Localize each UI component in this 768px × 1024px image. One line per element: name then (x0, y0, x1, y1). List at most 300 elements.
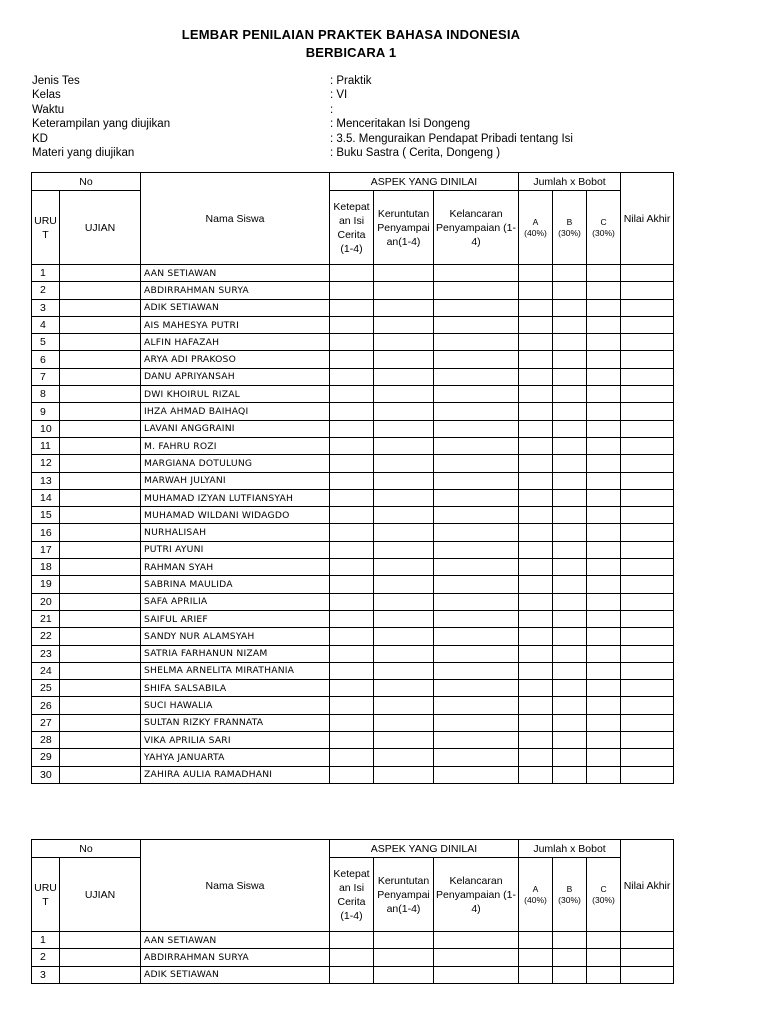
score-keruntutan-cell[interactable] (374, 966, 434, 983)
col-header-b (553, 191, 587, 265)
student-name: RAHMAN SYAH (141, 559, 330, 576)
final-score-cell[interactable] (621, 524, 674, 541)
ujian-cell[interactable] (60, 282, 141, 299)
ujian-cell[interactable] (60, 368, 141, 385)
final-score-cell[interactable] (621, 403, 674, 420)
score-ketepatan-cell[interactable] (330, 949, 374, 966)
weighted-b-cell[interactable] (553, 472, 587, 489)
final-score-cell[interactable] (621, 610, 674, 627)
col-header-no: No (32, 173, 141, 191)
weighted-b-cell[interactable] (553, 610, 587, 627)
score-keruntutan-cell[interactable] (374, 610, 434, 627)
score-ketepatan-cell[interactable] (330, 766, 374, 783)
score-kelancaran-cell[interactable] (434, 766, 519, 783)
weighted-b-cell[interactable] (553, 662, 587, 679)
score-kelancaran-cell[interactable] (434, 472, 519, 489)
ujian-cell[interactable] (60, 576, 141, 593)
weighted-c-cell[interactable] (587, 403, 621, 420)
score-keruntutan-cell[interactable] (374, 403, 434, 420)
score-ketepatan-cell[interactable] (330, 368, 374, 385)
row-number: 21 (32, 610, 60, 627)
weighted-a-cell[interactable] (519, 610, 553, 627)
final-score-cell[interactable] (621, 282, 674, 299)
weighted-a-cell[interactable] (519, 628, 553, 645)
weighted-a-cell[interactable] (519, 472, 553, 489)
score-kelancaran-cell[interactable] (434, 368, 519, 385)
student-name: MUHAMAD IZYAN LUTFIANSYAH (141, 489, 330, 506)
score-keruntutan-cell[interactable] (374, 524, 434, 541)
weighted-a-cell[interactable] (519, 282, 553, 299)
score-ketepatan-cell[interactable] (330, 662, 374, 679)
weighted-a-cell[interactable] (519, 697, 553, 714)
weighted-c-cell[interactable] (587, 966, 621, 983)
score-ketepatan-cell[interactable] (330, 559, 374, 576)
weighted-a-cell[interactable] (519, 966, 553, 983)
student-name: MARWAH JULYANI (141, 472, 330, 489)
ujian-cell[interactable] (60, 334, 141, 351)
weighted-b-cell[interactable] (553, 351, 587, 368)
score-kelancaran-cell[interactable] (434, 299, 519, 316)
weighted-a-cell[interactable] (519, 524, 553, 541)
score-kelancaran-cell[interactable] (434, 403, 519, 420)
student-name: AAN SETIAWAN (141, 932, 330, 949)
score-keruntutan-cell[interactable] (374, 368, 434, 385)
score-ketepatan-cell[interactable] (330, 489, 374, 506)
score-kelancaran-cell[interactable] (434, 524, 519, 541)
final-score-cell[interactable] (621, 697, 674, 714)
weighted-b-cell[interactable] (553, 949, 587, 966)
ujian-cell[interactable] (60, 949, 141, 966)
final-score-cell[interactable] (621, 541, 674, 558)
final-score-cell[interactable] (621, 680, 674, 697)
score-ketepatan-cell[interactable] (330, 455, 374, 472)
score-ketepatan-cell[interactable] (330, 966, 374, 983)
weighted-b-cell[interactable] (553, 932, 587, 949)
weighted-a-cell[interactable] (519, 541, 553, 558)
score-ketepatan-cell[interactable] (330, 351, 374, 368)
weighted-b-cell[interactable] (553, 541, 587, 558)
weighted-a-cell[interactable] (519, 593, 553, 610)
student-name: M. FAHRU ROZI (141, 437, 330, 454)
score-kelancaran-cell[interactable] (434, 932, 519, 949)
final-score-cell[interactable] (621, 368, 674, 385)
score-keruntutan-cell[interactable] (374, 541, 434, 558)
weighted-b-cell[interactable] (553, 966, 587, 983)
ujian-cell[interactable] (60, 593, 141, 610)
ujian-cell[interactable] (60, 559, 141, 576)
final-score-cell[interactable] (621, 932, 674, 949)
score-keruntutan-cell[interactable] (374, 299, 434, 316)
final-score-cell[interactable] (621, 576, 674, 593)
weighted-c-cell[interactable] (587, 455, 621, 472)
ujian-cell[interactable] (60, 966, 141, 983)
weighted-c-cell[interactable] (587, 386, 621, 403)
weighted-c-cell[interactable] (587, 265, 621, 282)
score-kelancaran-cell[interactable] (434, 749, 519, 766)
score-kelancaran-cell[interactable] (434, 559, 519, 576)
score-kelancaran-cell[interactable] (434, 610, 519, 627)
row-number: 18 (32, 559, 60, 576)
score-ketepatan-cell[interactable] (330, 541, 374, 558)
row-number: 19 (32, 576, 60, 593)
col-header-jumlah-bobot: Jumlah x Bobot (519, 173, 621, 191)
row-number: 26 (32, 697, 60, 714)
weighted-b-cell[interactable] (553, 593, 587, 610)
final-score-cell[interactable] (621, 732, 674, 749)
weighted-b-cell[interactable] (553, 766, 587, 783)
ujian-cell[interactable] (60, 386, 141, 403)
student-row (32, 403, 674, 420)
final-score-cell[interactable] (621, 949, 674, 966)
score-kelancaran-cell[interactable] (434, 282, 519, 299)
score-ketepatan-cell[interactable] (330, 697, 374, 714)
weighted-a-cell[interactable] (519, 316, 553, 333)
score-ketepatan-cell[interactable] (330, 610, 374, 627)
weighted-c-cell[interactable] (587, 559, 621, 576)
weighted-a-cell[interactable] (519, 455, 553, 472)
score-kelancaran-cell[interactable] (434, 265, 519, 282)
weighted-a-cell[interactable] (519, 351, 553, 368)
ujian-cell[interactable] (60, 265, 141, 282)
score-ketepatan-cell[interactable] (330, 334, 374, 351)
score-keruntutan-cell[interactable] (374, 559, 434, 576)
weighted-c-cell[interactable] (587, 524, 621, 541)
weighted-c-cell[interactable] (587, 472, 621, 489)
weighted-c-cell[interactable] (587, 299, 621, 316)
weighted-a-cell[interactable] (519, 559, 553, 576)
score-keruntutan-cell[interactable] (374, 949, 434, 966)
score-keruntutan-cell[interactable] (374, 714, 434, 731)
score-ketepatan-cell[interactable] (330, 593, 374, 610)
score-kelancaran-cell[interactable] (434, 420, 519, 437)
score-kelancaran-cell[interactable] (434, 386, 519, 403)
weighted-c-cell[interactable] (587, 714, 621, 731)
score-keruntutan-cell[interactable] (374, 697, 434, 714)
score-keruntutan-cell[interactable] (374, 455, 434, 472)
info-value: : (330, 103, 334, 116)
final-score-cell[interactable] (621, 559, 674, 576)
ujian-cell[interactable] (60, 680, 141, 697)
ujian-cell[interactable] (60, 507, 141, 524)
final-score-cell[interactable] (621, 386, 674, 403)
score-kelancaran-cell[interactable] (434, 680, 519, 697)
score-ketepatan-cell[interactable] (330, 265, 374, 282)
score-ketepatan-cell[interactable] (330, 749, 374, 766)
ujian-cell[interactable] (60, 610, 141, 627)
score-kelancaran-cell[interactable] (434, 489, 519, 506)
score-ketepatan-cell[interactable] (330, 420, 374, 437)
score-ketepatan-cell[interactable] (330, 507, 374, 524)
ujian-cell[interactable] (60, 524, 141, 541)
score-kelancaran-cell[interactable] (434, 334, 519, 351)
weighted-a-cell[interactable] (519, 714, 553, 731)
score-kelancaran-cell[interactable] (434, 316, 519, 333)
weighted-a-cell[interactable] (519, 489, 553, 506)
score-ketepatan-cell[interactable] (330, 645, 374, 662)
weighted-c-cell[interactable] (587, 420, 621, 437)
weight-a-label: A (532, 216, 539, 227)
ujian-cell[interactable] (60, 732, 141, 749)
score-ketepatan-cell[interactable] (330, 732, 374, 749)
weighted-c-cell[interactable] (587, 766, 621, 783)
score-keruntutan-cell[interactable] (374, 507, 434, 524)
weighted-a-cell[interactable] (519, 299, 553, 316)
final-score-cell[interactable] (621, 420, 674, 437)
weighted-b-cell[interactable] (553, 437, 587, 454)
score-ketepatan-cell[interactable] (330, 932, 374, 949)
score-keruntutan-cell[interactable] (374, 662, 434, 679)
weighted-a-cell[interactable] (519, 334, 553, 351)
score-ketepatan-cell[interactable] (330, 386, 374, 403)
row-number: 25 (32, 680, 60, 697)
weighted-a-cell[interactable] (519, 732, 553, 749)
weighted-b-cell[interactable] (553, 524, 587, 541)
weighted-a-cell[interactable] (519, 403, 553, 420)
score-ketepatan-cell[interactable] (330, 628, 374, 645)
weighted-b-cell[interactable] (553, 282, 587, 299)
score-keruntutan-cell[interactable] (374, 766, 434, 783)
weighted-c-cell[interactable] (587, 628, 621, 645)
score-ketepatan-cell[interactable] (330, 282, 374, 299)
final-score-cell[interactable] (621, 265, 674, 282)
weighted-a-cell[interactable] (519, 932, 553, 949)
ujian-cell[interactable] (60, 628, 141, 645)
final-score-cell[interactable] (621, 299, 674, 316)
score-kelancaran-cell[interactable] (434, 732, 519, 749)
score-keruntutan-cell[interactable] (374, 265, 434, 282)
score-ketepatan-cell[interactable] (330, 524, 374, 541)
score-kelancaran-cell[interactable] (434, 437, 519, 454)
weight-c-percent: (30%) (592, 894, 615, 905)
score-keruntutan-cell[interactable] (374, 593, 434, 610)
weighted-c-cell[interactable] (587, 334, 621, 351)
ujian-cell[interactable] (60, 749, 141, 766)
weighted-b-cell[interactable] (553, 645, 587, 662)
weighted-a-cell[interactable] (519, 680, 553, 697)
ujian-cell[interactable] (60, 645, 141, 662)
weighted-a-cell[interactable] (519, 662, 553, 679)
ujian-cell[interactable] (60, 299, 141, 316)
score-keruntutan-cell[interactable] (374, 732, 434, 749)
row-number: 6 (32, 351, 60, 368)
student-name: IHZA AHMAD BAIHAQI (141, 403, 330, 420)
weighted-b-cell[interactable] (553, 316, 587, 333)
student-name: LAVANI ANGGRAINI (141, 420, 330, 437)
score-ketepatan-cell[interactable] (330, 437, 374, 454)
ujian-cell[interactable] (60, 489, 141, 506)
ujian-cell[interactable] (60, 437, 141, 454)
weighted-c-cell[interactable] (587, 645, 621, 662)
final-score-cell[interactable] (621, 472, 674, 489)
final-score-cell[interactable] (621, 714, 674, 731)
score-kelancaran-cell[interactable] (434, 949, 519, 966)
weighted-a-cell[interactable] (519, 645, 553, 662)
score-kelancaran-cell[interactable] (434, 628, 519, 645)
student-name: AIS MAHESYA PUTRI (141, 316, 330, 333)
weighted-c-cell[interactable] (587, 351, 621, 368)
score-keruntutan-cell[interactable] (374, 316, 434, 333)
weighted-c-cell[interactable] (587, 507, 621, 524)
ujian-cell[interactable] (60, 662, 141, 679)
score-ketepatan-cell[interactable] (330, 714, 374, 731)
score-keruntutan-cell[interactable] (374, 576, 434, 593)
ujian-cell[interactable] (60, 932, 141, 949)
row-number: 27 (32, 714, 60, 731)
ujian-cell[interactable] (60, 455, 141, 472)
score-keruntutan-cell[interactable] (374, 420, 434, 437)
weighted-c-cell[interactable] (587, 662, 621, 679)
weighted-a-cell[interactable] (519, 368, 553, 385)
weighted-b-cell[interactable] (553, 299, 587, 316)
weighted-b-cell[interactable] (553, 714, 587, 731)
ujian-cell[interactable] (60, 403, 141, 420)
info-row (32, 88, 672, 102)
score-keruntutan-cell[interactable] (374, 437, 434, 454)
score-keruntutan-cell[interactable] (374, 351, 434, 368)
score-kelancaran-cell[interactable] (434, 714, 519, 731)
final-score-cell[interactable] (621, 593, 674, 610)
score-kelancaran-cell[interactable] (434, 645, 519, 662)
weighted-a-cell[interactable] (519, 766, 553, 783)
student-row (32, 932, 674, 949)
score-kelancaran-cell[interactable] (434, 507, 519, 524)
score-kelancaran-cell[interactable] (434, 697, 519, 714)
weighted-b-cell[interactable] (553, 576, 587, 593)
score-keruntutan-cell[interactable] (374, 489, 434, 506)
score-ketepatan-cell[interactable] (330, 576, 374, 593)
weighted-b-cell[interactable] (553, 489, 587, 506)
weighted-c-cell[interactable] (587, 437, 621, 454)
score-keruntutan-cell[interactable] (374, 628, 434, 645)
weighted-b-cell[interactable] (553, 749, 587, 766)
score-keruntutan-cell[interactable] (374, 334, 434, 351)
weighted-c-cell[interactable] (587, 749, 621, 766)
weighted-b-cell[interactable] (553, 732, 587, 749)
score-keruntutan-cell[interactable] (374, 282, 434, 299)
weighted-c-cell[interactable] (587, 697, 621, 714)
col-header-c (587, 191, 621, 265)
weight-c-percent: (30%) (592, 227, 615, 238)
weighted-c-cell[interactable] (587, 316, 621, 333)
ujian-cell[interactable] (60, 541, 141, 558)
weighted-a-cell[interactable] (519, 507, 553, 524)
score-keruntutan-cell[interactable] (374, 472, 434, 489)
final-score-cell[interactable] (621, 645, 674, 662)
score-kelancaran-cell[interactable] (434, 662, 519, 679)
student-row (32, 507, 674, 524)
weighted-b-cell[interactable] (553, 265, 587, 282)
col-header-jumlah-bobot: Jumlah x Bobot (519, 840, 621, 858)
row-number: 10 (32, 420, 60, 437)
score-keruntutan-cell[interactable] (374, 645, 434, 662)
student-row (32, 472, 674, 489)
score-ketepatan-cell[interactable] (330, 472, 374, 489)
weighted-a-cell[interactable] (519, 949, 553, 966)
final-score-cell[interactable] (621, 489, 674, 506)
weighted-c-cell[interactable] (587, 610, 621, 627)
row-number: 2 (32, 949, 60, 966)
weighted-c-cell[interactable] (587, 489, 621, 506)
weighted-b-cell[interactable] (553, 697, 587, 714)
ujian-cell[interactable] (60, 316, 141, 333)
final-score-cell[interactable] (621, 437, 674, 454)
info-row (32, 117, 672, 131)
score-kelancaran-cell[interactable] (434, 966, 519, 983)
weighted-b-cell[interactable] (553, 680, 587, 697)
score-keruntutan-cell[interactable] (374, 386, 434, 403)
final-score-cell[interactable] (621, 334, 674, 351)
ujian-cell[interactable] (60, 472, 141, 489)
final-score-cell[interactable] (621, 455, 674, 472)
ujian-cell[interactable] (60, 714, 141, 731)
score-ketepatan-cell[interactable] (330, 680, 374, 697)
ujian-cell[interactable] (60, 697, 141, 714)
score-ketepatan-cell[interactable] (330, 316, 374, 333)
weighted-c-cell[interactable] (587, 949, 621, 966)
weighted-a-cell[interactable] (519, 420, 553, 437)
weighted-c-cell[interactable] (587, 732, 621, 749)
weighted-b-cell[interactable] (553, 420, 587, 437)
ujian-cell[interactable] (60, 420, 141, 437)
info-row (32, 103, 672, 117)
score-kelancaran-cell[interactable] (434, 455, 519, 472)
weighted-b-cell[interactable] (553, 559, 587, 576)
weighted-b-cell[interactable] (553, 455, 587, 472)
score-keruntutan-cell[interactable] (374, 749, 434, 766)
final-score-cell[interactable] (621, 662, 674, 679)
score-kelancaran-cell[interactable] (434, 576, 519, 593)
final-score-cell[interactable] (621, 316, 674, 333)
ujian-cell[interactable] (60, 351, 141, 368)
weighted-c-cell[interactable] (587, 282, 621, 299)
score-ketepatan-cell[interactable] (330, 299, 374, 316)
weight-b-label: B (566, 883, 573, 894)
score-keruntutan-cell[interactable] (374, 932, 434, 949)
final-score-cell[interactable] (621, 628, 674, 645)
weighted-b-cell[interactable] (553, 507, 587, 524)
weighted-c-cell[interactable] (587, 593, 621, 610)
col-header-ujian: UJIAN (60, 858, 141, 932)
weighted-c-cell[interactable] (587, 680, 621, 697)
weighted-a-cell[interactable] (519, 437, 553, 454)
final-score-cell[interactable] (621, 507, 674, 524)
weighted-b-cell[interactable] (553, 334, 587, 351)
weighted-c-cell[interactable] (587, 368, 621, 385)
weighted-a-cell[interactable] (519, 576, 553, 593)
weighted-b-cell[interactable] (553, 368, 587, 385)
weighted-b-cell[interactable] (553, 386, 587, 403)
final-score-cell[interactable] (621, 351, 674, 368)
score-kelancaran-cell[interactable] (434, 541, 519, 558)
final-score-cell[interactable] (621, 766, 674, 783)
weighted-a-cell[interactable] (519, 386, 553, 403)
score-kelancaran-cell[interactable] (434, 593, 519, 610)
weighted-a-cell[interactable] (519, 265, 553, 282)
weighted-b-cell[interactable] (553, 403, 587, 420)
final-score-cell[interactable] (621, 966, 674, 983)
row-number: 12 (32, 455, 60, 472)
score-keruntutan-cell[interactable] (374, 680, 434, 697)
weighted-a-cell[interactable] (519, 749, 553, 766)
weighted-c-cell[interactable] (587, 541, 621, 558)
final-score-cell[interactable] (621, 749, 674, 766)
weighted-b-cell[interactable] (553, 628, 587, 645)
ujian-cell[interactable] (60, 766, 141, 783)
score-ketepatan-cell[interactable] (330, 403, 374, 420)
weighted-c-cell[interactable] (587, 576, 621, 593)
score-kelancaran-cell[interactable] (434, 351, 519, 368)
weighted-c-cell[interactable] (587, 932, 621, 949)
